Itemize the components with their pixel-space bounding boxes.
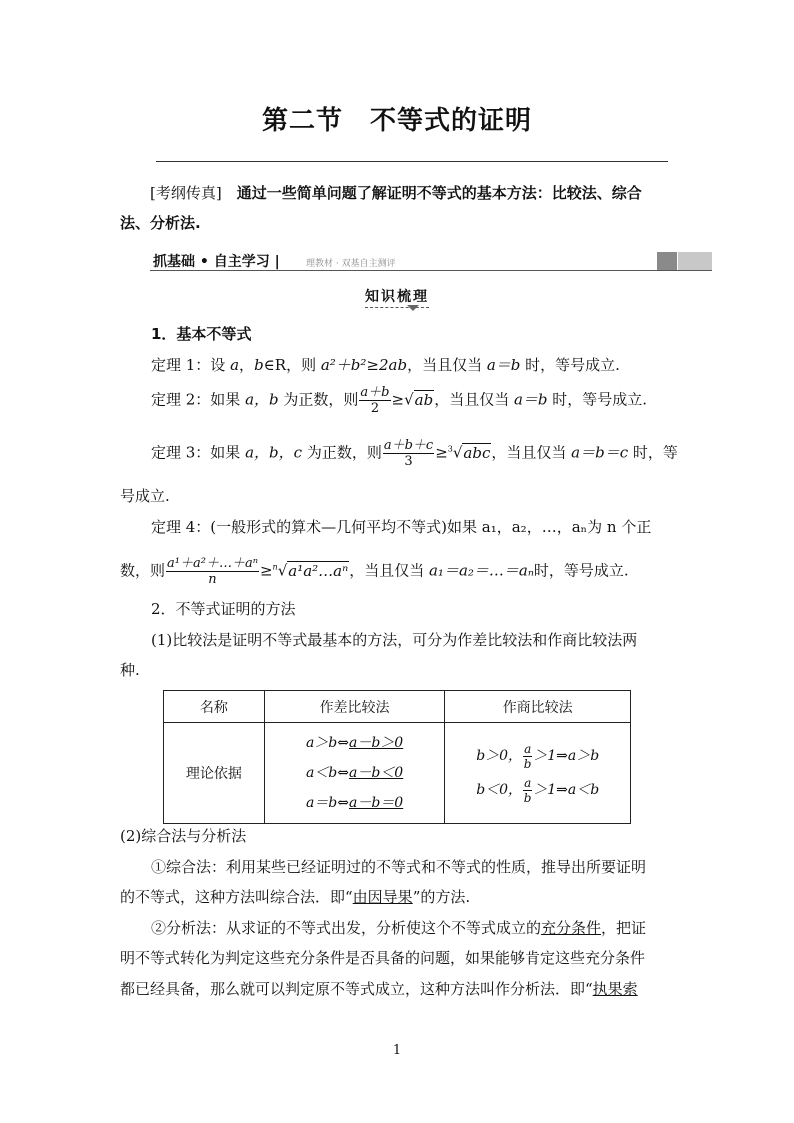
section2-heading: 2．不等式证明的方法 <box>151 600 296 618</box>
theorem-3: 定理 3：如果 a，b，c 为正数，则 $\frac{a+b+c}{3}$ ≥$^3$√abc，当且仅当 a＝b＝c 时，等 <box>151 438 678 469</box>
theorem-3-fraction: $\frac{a+b+c}{3}$ <box>383 438 434 469</box>
theorem-2-fraction: $\frac{a+b}{2}$ <box>360 385 390 416</box>
list-item: b＜0， $\frac{a}{b}$ ＞1⇒a＜b <box>476 775 600 805</box>
theorem-2: 定理 2：如果 a，b 为正数，则 $\frac{a+b}{2}$ ≥√ab，当且仅当 a＝b 时，等号成立. <box>151 385 648 416</box>
syllabus-line2: 法、分析法. <box>120 214 201 232</box>
analysis-line1: ②分析法：从求证的不等式出发，分析使这个不等式成立的充分条件，把证 <box>151 919 647 937</box>
theorem-1: 定理 1：设 a，b∈R，则 a²＋b²≥2ab，当且仅当 a＝b 时，等号成立. <box>151 356 620 374</box>
table-header-cell: 作差比较法 <box>264 691 445 723</box>
banner-subtitle: 理教材 · 双基自主测评 <box>306 259 396 269</box>
theorem-1-expr: a²＋b²≥2ab <box>320 356 408 374</box>
synthesis-line1: ①综合法：利用某些已经证明过的不等式和不等式的性质，推导出所要证明 <box>151 858 647 876</box>
list-item: a＞b⇔a－b＞0 <box>305 735 404 751</box>
table-header-row <box>164 691 631 723</box>
table-row <box>164 723 631 824</box>
table-header-cell: 作商比较法 <box>445 691 631 723</box>
table-header-cell: 名称 <box>164 691 265 723</box>
comparison-table <box>163 690 631 824</box>
theorem-4-line1: 定理 4：(一般形式的算术—几何平均不等式)如果 a₁，a₂，…，aₙ为 n 个正 <box>151 518 652 536</box>
section1-heading: 1．基本不等式 <box>151 325 252 343</box>
syllabus-text: 通过一些简单问题了解证明不等式的基本方法：比较法、综合 <box>236 184 642 202</box>
list-item: a＜b⇔a－b＜0 <box>305 765 404 781</box>
analysis-line3: 都已经具备，那么就可以判定原不等式成立，这种方法叫作分析法．即“执果索 <box>120 980 638 998</box>
list-item: b＞0， $\frac{a}{b}$ ＞1⇒a＞b <box>476 741 600 771</box>
section2-p1-line1: (1)比较法是证明不等式最基本的方法，可分为作差比较法和作商比较法两 <box>151 631 638 649</box>
banner-block-light <box>678 252 712 270</box>
section2-p1-line2: 种. <box>120 661 140 679</box>
theorem-3-cont: 号成立. <box>120 487 170 505</box>
analysis-line2: 明不等式转化为判定这些充分条件是否具备的问题，如果能够肯定这些充分条件 <box>120 949 646 967</box>
section-banner <box>150 252 712 272</box>
theorem-4-fraction: $\frac{\text{a¹＋a²＋…＋aⁿ}}{n}$ <box>167 556 258 587</box>
sub2-heading: (2)综合法与分析法 <box>120 827 247 845</box>
synthesis-line2: 的不等式，这种方法叫综合法．即“由因导果”的方法. <box>120 888 471 906</box>
page-number: 1 <box>392 1043 402 1058</box>
page-title: 第二节 不等式的证明 <box>261 106 532 136</box>
list-item: a＝b⇔a－b＝0 <box>305 795 404 811</box>
knowledge-header: 知识梳理 <box>365 286 429 308</box>
knowledge-header-arrow-icon <box>407 305 419 311</box>
difference-method-cell <box>264 723 445 824</box>
banner-block-dark <box>657 252 677 270</box>
quotient-method-cell <box>445 723 631 824</box>
syllabus-line1 <box>150 183 642 203</box>
title-divider <box>156 161 668 162</box>
theorem-4-line2: 数，则 $\frac{\text{a¹＋a²＋…＋aⁿ}}{n}$ ≥$^n$√a¹a²…aⁿ，当且仅当 a₁＝a₂＝…＝aₙ时，等号成立. <box>120 556 629 587</box>
banner-rule <box>150 270 712 271</box>
syllabus-tag: [考纲传真] <box>150 184 222 202</box>
row-label: 理论依据 <box>164 723 265 824</box>
banner-title: 抓基础 • 自主学习 | <box>153 254 280 270</box>
